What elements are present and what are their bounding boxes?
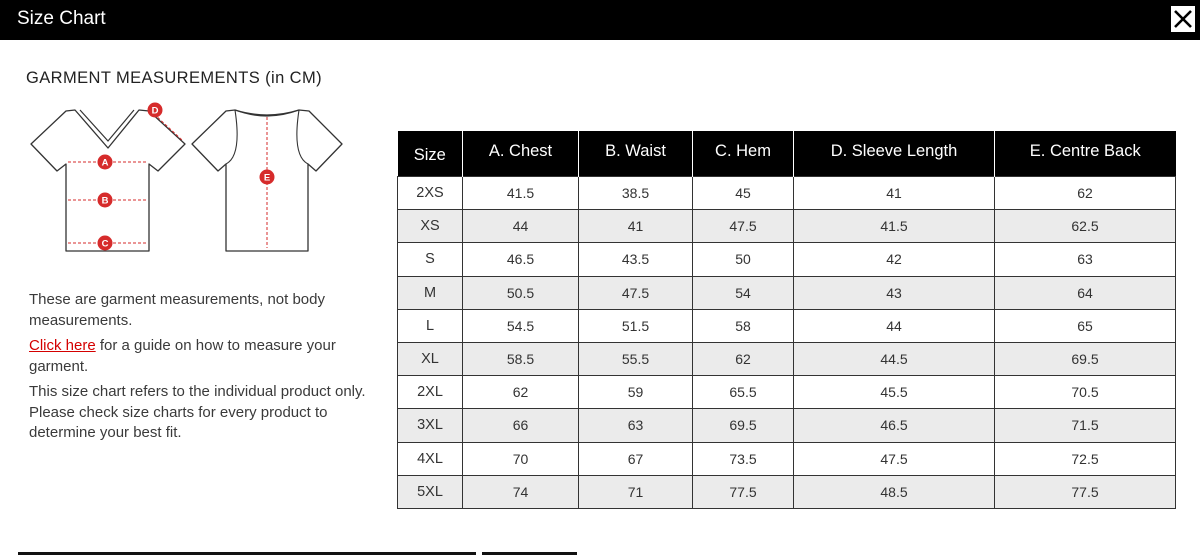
marker-c — [98, 236, 113, 251]
centre-back-cell: 62 — [995, 177, 1176, 210]
svg-text:D: D — [151, 105, 159, 117]
hem-cell: 69.5 — [693, 409, 794, 442]
centre-back-cell: 69.5 — [995, 342, 1176, 375]
header-chest: A. Chest — [463, 131, 579, 177]
header-waist: B. Waist — [579, 131, 693, 177]
svg-text:C: C — [101, 238, 109, 250]
hem-cell: 65.5 — [693, 376, 794, 409]
svg-text:E: E — [263, 172, 271, 184]
size-cell: S — [398, 243, 463, 276]
chest-cell: 62 — [463, 376, 579, 409]
chest-cell: 66 — [463, 409, 579, 442]
waist-cell: 67 — [579, 442, 693, 475]
size-cell: M — [398, 276, 463, 309]
hem-cell: 54 — [693, 276, 794, 309]
chest-cell: 54.5 — [463, 309, 579, 342]
waist-cell: 47.5 — [579, 276, 693, 309]
waist-cell: 38.5 — [579, 177, 693, 210]
sleeve-length-cell: 41.5 — [794, 210, 995, 243]
hem-cell: 62 — [693, 342, 794, 375]
sleeve-length-cell: 45.5 — [794, 376, 995, 409]
hem-cell: 73.5 — [693, 442, 794, 475]
table-row — [398, 409, 1176, 442]
size-table — [397, 131, 1176, 509]
waist-cell: 41 — [579, 210, 693, 243]
marker-d — [148, 103, 163, 118]
chest-cell: 44 — [463, 210, 579, 243]
size-cell: 2XL — [398, 376, 463, 409]
chest-cell: 70 — [463, 442, 579, 475]
shirt-front-diagram — [30, 96, 190, 258]
header-hem: C. Hem — [693, 131, 794, 177]
hem-cell: 58 — [693, 309, 794, 342]
svg-text:A: A — [101, 157, 109, 169]
guide-note — [29, 336, 374, 377]
centre-back-cell: 77.5 — [995, 475, 1176, 508]
shirt-back-diagram — [190, 96, 345, 258]
waist-cell: 43.5 — [579, 243, 693, 276]
waist-cell: 55.5 — [579, 342, 693, 375]
header-sleeve-length: D. Sleeve Length — [794, 131, 995, 177]
chest-cell: 74 — [463, 475, 579, 508]
size-cell: L — [398, 309, 463, 342]
table-row — [398, 309, 1176, 342]
hem-cell: 47.5 — [693, 210, 794, 243]
table-row — [398, 177, 1176, 210]
waist-cell: 51.5 — [579, 309, 693, 342]
centre-back-cell: 65 — [995, 309, 1176, 342]
size-cell: 2XS — [398, 177, 463, 210]
close-icon — [1171, 6, 1195, 32]
centre-back-cell: 70.5 — [995, 376, 1176, 409]
waist-cell: 59 — [579, 376, 693, 409]
header-centre-back: E. Centre Back — [995, 131, 1176, 177]
centre-back-cell: 64 — [995, 276, 1176, 309]
table-row — [398, 442, 1176, 475]
marker-e — [260, 170, 275, 185]
title-bar — [0, 0, 1200, 40]
sleeve-length-cell: 46.5 — [794, 409, 995, 442]
sleeve-length-cell: 43 — [794, 276, 995, 309]
table-row — [398, 376, 1176, 409]
table-row — [398, 243, 1176, 276]
sleeve-length-cell: 42 — [794, 243, 995, 276]
size-cell: XL — [398, 342, 463, 375]
close-button[interactable] — [1171, 6, 1195, 32]
size-cell: 5XL — [398, 475, 463, 508]
centre-back-cell: 72.5 — [995, 442, 1176, 475]
sleeve-length-cell: 47.5 — [794, 442, 995, 475]
header-size: Size — [398, 131, 463, 177]
hem-cell: 77.5 — [693, 475, 794, 508]
sleeve-length-cell: 41 — [794, 177, 995, 210]
guide-link[interactable]: Click here — [29, 337, 96, 354]
size-cell: XS — [398, 210, 463, 243]
sleeve-length-cell: 48.5 — [794, 475, 995, 508]
chest-cell: 46.5 — [463, 243, 579, 276]
hem-cell: 45 — [693, 177, 794, 210]
section-title: GARMENT MEASUREMENTS (in CM) — [26, 69, 322, 87]
marker-b — [98, 193, 113, 208]
centre-back-cell: 62.5 — [995, 210, 1176, 243]
table-row — [398, 276, 1176, 309]
measurement-note: These are garment measurements, not body measurements. — [29, 291, 325, 329]
table-row — [398, 342, 1176, 375]
waist-cell: 63 — [579, 409, 693, 442]
guide-note-text: for a guide on how to measure your garment. — [29, 337, 336, 375]
size-cell: 3XL — [398, 409, 463, 442]
chest-cell: 41.5 — [463, 177, 579, 210]
waist-cell: 71 — [579, 475, 693, 508]
sleeve-length-cell: 44 — [794, 309, 995, 342]
fit-note: This size chart refers to the individual product only. Please check size charts for every product to determine your best fit. — [29, 383, 366, 441]
chest-cell: 58.5 — [463, 342, 579, 375]
size-cell: 4XL — [398, 442, 463, 475]
hem-cell: 50 — [693, 243, 794, 276]
table-row — [398, 210, 1176, 243]
chest-cell: 50.5 — [463, 276, 579, 309]
svg-text:B: B — [101, 195, 109, 207]
window-title: Size Chart — [17, 8, 106, 29]
sleeve-length-cell: 44.5 — [794, 342, 995, 375]
centre-back-cell: 63 — [995, 243, 1176, 276]
marker-a — [98, 155, 113, 170]
centre-back-cell: 71.5 — [995, 409, 1176, 442]
table-header-row — [398, 131, 1176, 177]
table-row — [398, 475, 1176, 508]
